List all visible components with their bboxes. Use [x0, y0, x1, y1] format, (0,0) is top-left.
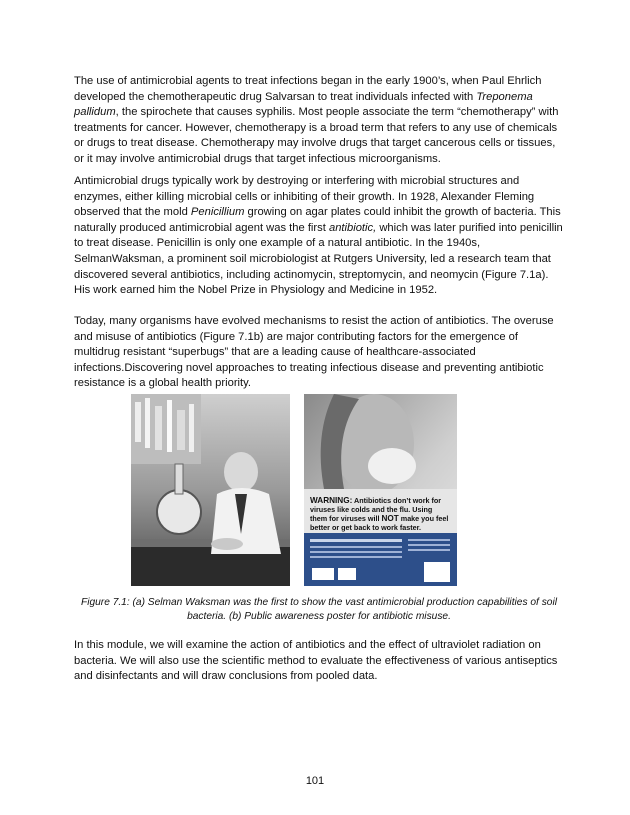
figure-waksman-photo: [131, 394, 290, 586]
paragraph-module-overview: In this module, we will examine the action of antibiotics and the effect of ultraviolet radiation on bacteria. We will also use the scientific method to evaluate the effectiveness of various antiseptics and disinfectants and will draw conclusions from pooled data.: [74, 639, 558, 683]
paragraph-resistance: Today, many organisms have evolved mechanisms to resist the action of antibiotics. The overuse and misuse of antibiotics (Figure 7.1b) are major contributing factors for the emergence of multidrug resistant “superbugs” that are a leading cause of healthcare-associated infections.Discovering novel approaches to treating infectious disease and preventing antibiotic resistance is a global health priority.: [74, 315, 554, 390]
species-name: Treponema pallidum: [74, 90, 533, 119]
poster-image: [304, 394, 457, 586]
figure-caption: Figure 7.1: (a) Selman Waksman was the first to show the vast antimicrobial production capabilities of soil bacteria. (b) Public awareness poster for antibiotic misuse.: [80, 597, 557, 622]
page-number: 101: [305, 775, 325, 787]
paragraph-intro: The use of antimicrobial agents to treat infections began in the early 1900’s, when Paul Ehrlich developed the chemotherapeutic drug Salvarsan to treat individuals infected with Treponema pallidum, the spirochete that causes syphilis. Most people associate the term “chemotherapy” with treatments for cancer. However, chemotherapy is a broad term that refers to any use of chemicals or drugs to treat disease. Chemotherapy may involve drugs that target cancerous cells or tissues, or it may involve antimicrobial drugs that target infectious microorganisms.: [74, 75, 559, 165]
figure-awareness-poster: [304, 394, 457, 586]
paragraph-antimicrobial-drugs: Antimicrobial drugs typically work by destroying or interfering with microbial structures and enzymes, either killing microbial cells or inhibiting of their growth. In 1928, Alexander Fleming observed that the mold Penicillium growing on agar plates could inhibit the growth of bacteria. This naturally produced antimicrobial agent was the first antibiotic, which was later purified into penicillin to treat disease. Penicillin is only one example of a natural antibiotic. In the 1940s, SelmanWaksman, a prominent soil microbiologist at Rutgers University, led a research team that discovered several antibiotics, including actinomycin, streptomycin, and neomycin (Figure 7.1a). His work earned him the Nobel Prize in Physiology and Medicine in 1952.: [74, 175, 563, 297]
poster-warning-text: WARNING: Antibiotics don’t work for viruses like colds and the flu. Using them for viruses will NOT make you feel better or get back to work faster.: [310, 496, 449, 532]
lab-photo-image: [131, 394, 290, 586]
genus-name: Penicillium: [190, 206, 245, 219]
term-antibiotic: antibiotic,: [328, 221, 377, 234]
